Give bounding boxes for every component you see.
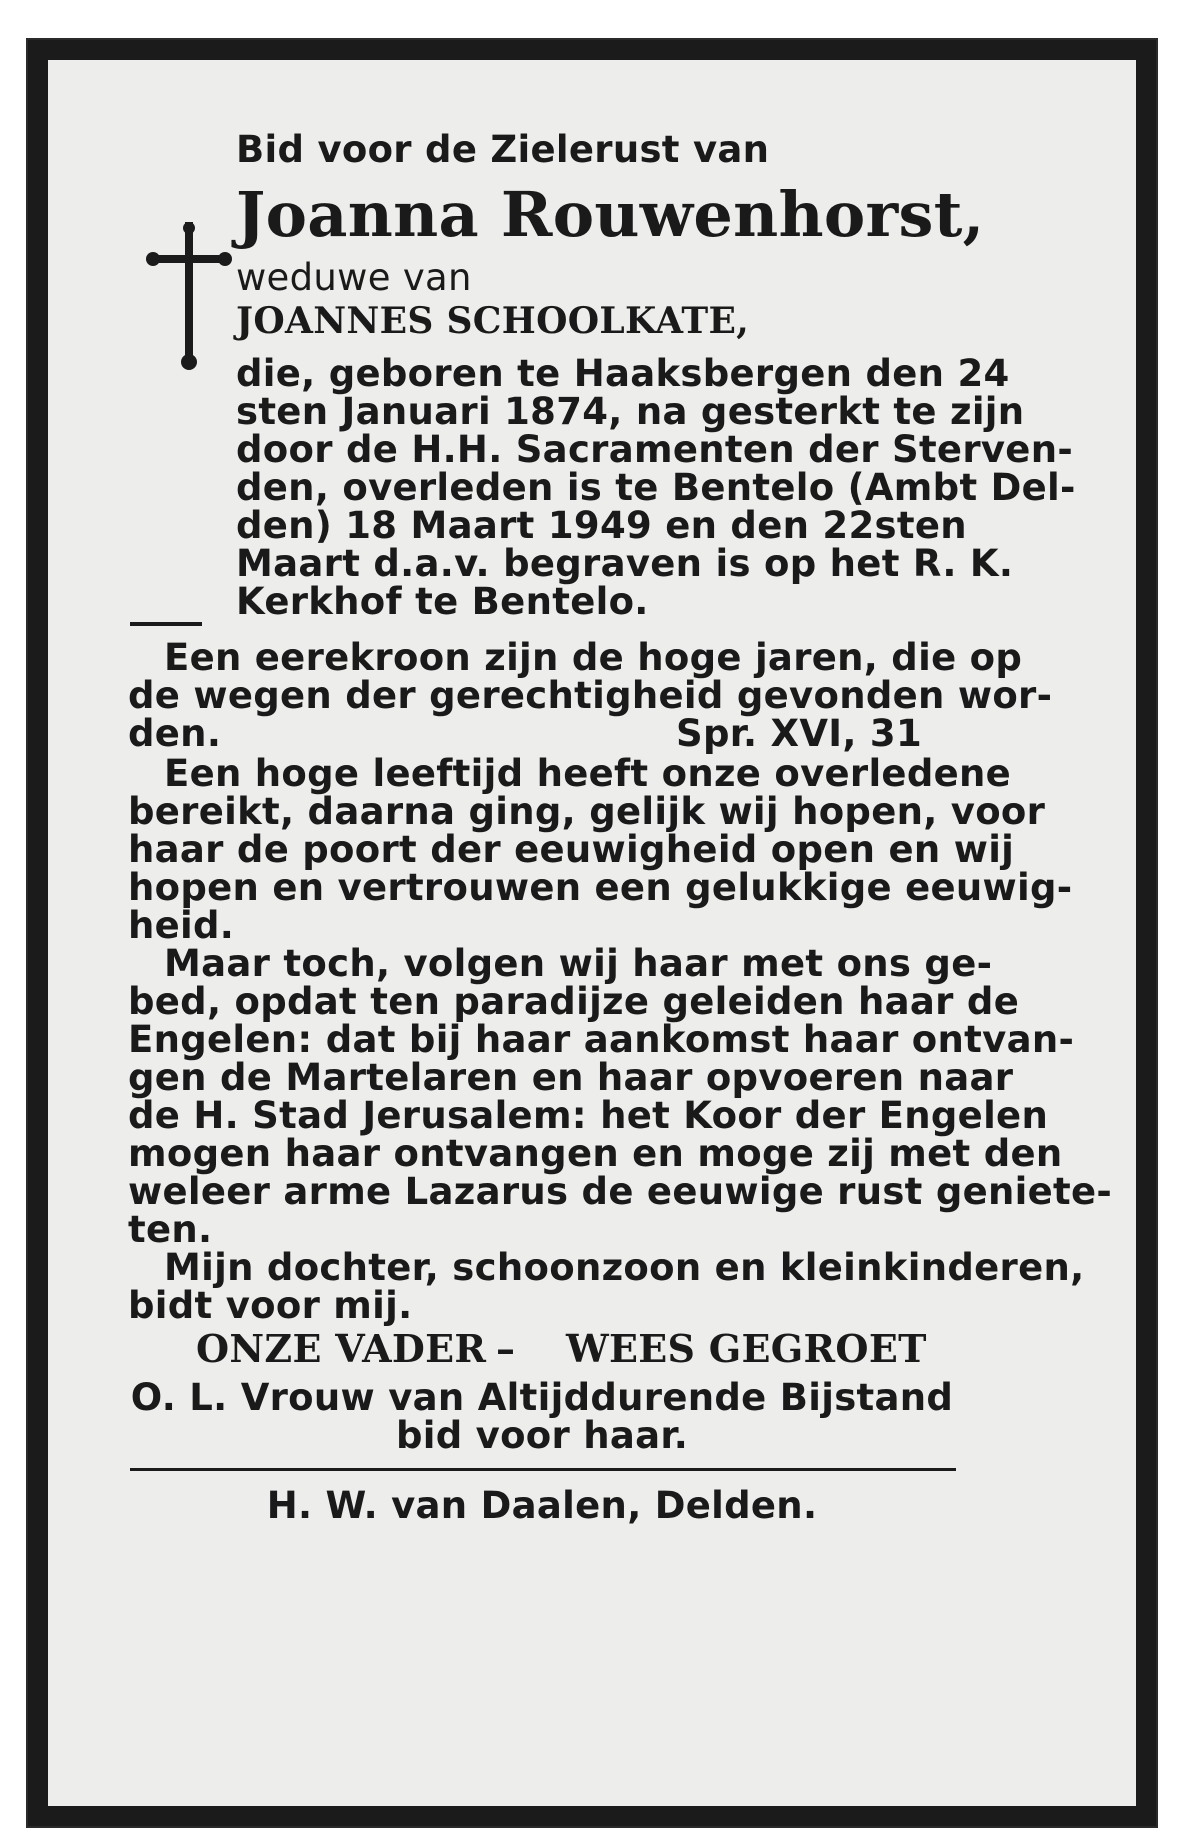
intro-text: Bid voor de Zielerust van xyxy=(236,128,770,171)
paragraph-line: bed, opdat ten paradijze geleiden haar de xyxy=(128,980,1020,1023)
prayer-hail-mary: WEES GEGROET xyxy=(566,1326,927,1371)
quote-line: de wegen der gerechtigheid gevonden wor- xyxy=(128,674,1053,717)
paragraph-line: Mijn dochter, schoonzoon en kleinkinderen, xyxy=(164,1246,1085,1289)
husband-name: JOANNES SCHOOLKATE, xyxy=(236,300,750,342)
bio-line: sten Januari 1874, na gesterkt te zijn xyxy=(236,390,1025,433)
paragraph-line: Maar toch, volgen wij haar met ons ge- xyxy=(164,942,993,985)
bio-line: die, geboren te Haaksbergen den 24 xyxy=(236,352,1010,395)
paragraph-line: gen de Martelaren en haar opvoeren naar xyxy=(128,1056,1014,1099)
paragraph-line: hopen en vertrouwen een gelukkige eeuwig- xyxy=(128,866,1073,909)
short-divider xyxy=(130,622,202,626)
bio-line: Kerkhof te Bentelo. xyxy=(236,580,649,623)
invocation-line: O. L. Vrouw van Altijddurende Bijstand xyxy=(130,1376,954,1419)
widow-of-text: weduwe van xyxy=(236,256,472,299)
paragraph-end: heid. xyxy=(128,904,235,947)
cross-icon xyxy=(146,222,232,372)
paragraph-line: de H. Stad Jerusalem: het Koor der Engelen xyxy=(128,1094,1049,1137)
quote-end: den. xyxy=(128,712,222,755)
paragraph-end: ten. xyxy=(128,1208,213,1251)
bio-line: door de H.H. Sacramenten der Sterven- xyxy=(236,428,1073,471)
paragraph-end: bidt voor mij. xyxy=(128,1284,413,1327)
paragraph-line: Een hoge leeftijd heeft onze overledene xyxy=(164,752,1012,795)
invocation-line: bid voor haar. xyxy=(395,1414,689,1457)
quote-reference: Spr. XVI, 31 xyxy=(676,712,922,755)
prayer-our-father: ONZE VADER xyxy=(196,1326,487,1371)
paragraph-line: Engelen: dat bij haar aankomst haar ontvan- xyxy=(128,1018,1075,1061)
paragraph-line: mogen haar ontvangen en moge zij met den xyxy=(128,1132,1063,1175)
bio-line: den, overleden is te Bentelo (Ambt Del- xyxy=(236,466,1076,509)
paragraph-line: haar de poort der eeuwigheid open en wij xyxy=(128,828,1015,871)
quote-line: Een eerekroon zijn de hoge jaren, die op xyxy=(164,636,1023,679)
bio-line: Maart d.a.v. begraven is op het R. K. xyxy=(236,542,1014,585)
bottom-divider xyxy=(130,1468,956,1471)
bio-line: den) 18 Maart 1949 en den 22sten xyxy=(236,504,967,547)
printer-credit: H. W. van Daalen, Delden. xyxy=(266,1484,818,1527)
paragraph-line: bereikt, daarna ging, gelijk wij hopen, voor xyxy=(128,790,1046,833)
deceased-name: Joanna Rouwenhorst, xyxy=(236,178,985,251)
paragraph-line: weleer arme Lazarus de eeuwige rust geniete- xyxy=(128,1170,1113,1213)
prayer-dash: – xyxy=(496,1326,516,1371)
memorial-card xyxy=(28,40,1156,1826)
